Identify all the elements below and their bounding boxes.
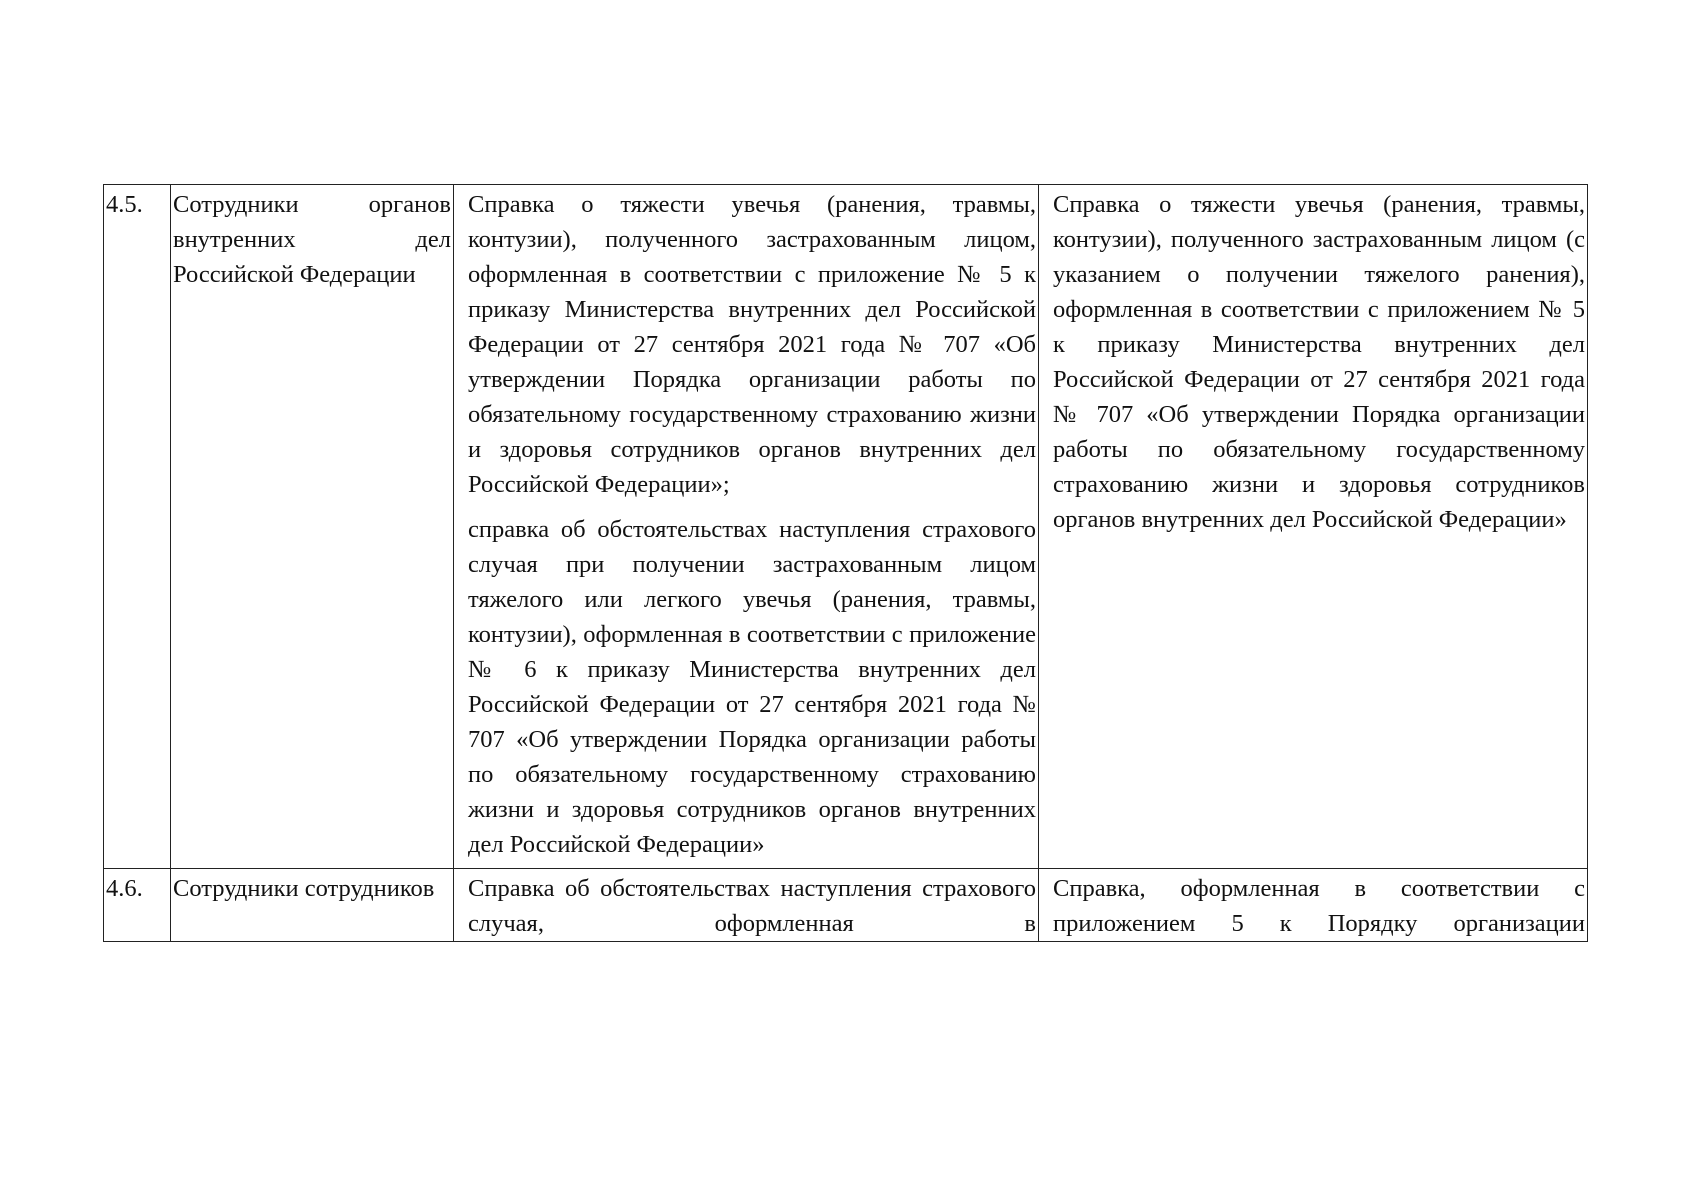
category-text: Сотрудники сотрудников: [173, 875, 435, 902]
document-paragraph: Справка о тяжести увечья (ранения, травмы, контузии), полученного застрахованным лицом (с указанием о получении тяжелого ранения), оформленная в соответствии с приложением № 5 к приказу Министерства внутренних дел Российской Федерации от 27 сентября 2021 года № 707 «Об утверждении Порядка организации работы по обязательному государственному страхованию жизни и здоровья сотрудников органов внутренних дел Российской Федерации»: [1053, 191, 1585, 533]
document-paragraph: Справка о тяжести увечья (ранения, травмы, контузии), полученного застрахованным лицом, оформленная в соответствии с приложение № 5 к приказу Министерства внутренних дел Российской Федерации от 27 сентября 2021 года № 707 «Об утверждении Порядка организации работы по обязательному государственному страхованию жизни и здоровья сотрудников органов внутренних дел Российской Федерации»;: [468, 191, 1036, 498]
row-number: 4.5.: [104, 185, 171, 869]
table-row: [104, 185, 1588, 869]
documents-cell: [454, 869, 1039, 942]
table-row: [104, 869, 1588, 942]
documents-cell: [454, 185, 1039, 869]
category-text: Сотрудники органов внутренних дел Российской Федерации: [173, 191, 451, 288]
document-paragraph: Справка об обстоятельствах наступления страхового случая, оформленная в: [468, 875, 1036, 937]
category-cell: [171, 185, 454, 869]
new-documents-cell: [1039, 869, 1588, 942]
document-paragraph: справка об обстоятельствах наступления страхового случая при получении застрахованным лицом тяжелого или легкого увечья (ранения, травмы, контузии), оформленная в соответствии с приложение № 6 к приказу Министерства внутренних дел Российской Федерации от 27 сентября 2021 года № 707 «Об утверждении Порядка организации работы по обязательному государственному страхованию жизни и здоровья сотрудников органов внутренних дел Российской Федерации»: [468, 516, 1036, 858]
document-paragraph: Справка, оформленная в соответствии с приложением 5 к Порядку организации: [1053, 875, 1585, 937]
category-cell: [171, 869, 454, 942]
row-number: 4.6.: [104, 869, 171, 942]
new-documents-cell: [1039, 185, 1588, 869]
document-table: [103, 184, 1588, 942]
